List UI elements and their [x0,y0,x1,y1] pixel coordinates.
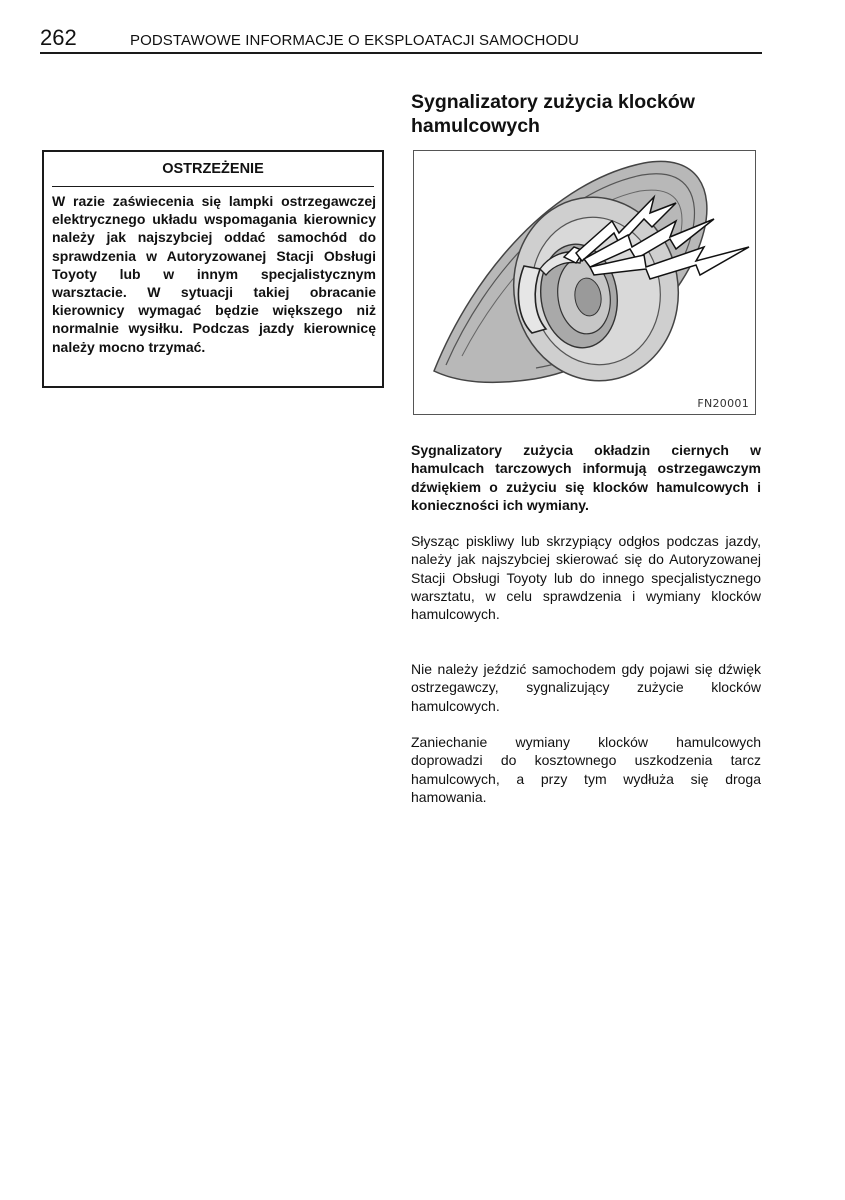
brake-disc-illustration [414,151,756,415]
paragraph: Zaniechanie wymiany klocków hamulcowych doprowadzi do kosztownego uszkodzenia tarcz hamulcowych, a przy tym wydłuża się droga hamowania. [411,734,761,805]
page-number: 262 [40,25,77,50]
warning-text: W razie zaświecenia się lampki ostrzegawczej elektrycznego układu wspomagania kierownicy należy jak najszybciej oddać samochód do sprawdzenia w Autoryzowanej Stacji Obsługi Toyoty lub w innym specjalistycznym warsztacie. W sytuacji takiej obracanie kierownicy wymagać będzie większego niż normalnie wysiłku. Podczas jazdy kierownicę należy mocno trzymać. [52,193,376,355]
paragraph: Nie należy jeździć samochodem gdy pojawi się dźwięk ostrzegawczy, sygnalizujący zużycie klocków hamulcowych. [411,661,761,714]
section-title: Sygnalizatory zużycia klocków hamulcowych [411,91,695,137]
page-header [40,26,762,54]
brake-wear-indicator-figure [413,150,756,415]
warning-divider [52,186,374,187]
warning-title: OSTRZEŻENIE [162,161,264,177]
running-title: PODSTAWOWE INFORMACJE O EKSPLOATACJI SAMOCHODU [130,32,580,49]
section-intro: Sygnalizatory zużycia okładzin ciernych w hamulcach tarczowych informują ostrzegawczym dźwiękiem o zużyciu się klocków hamulcowych i konieczności ich wymiany. [411,442,761,513]
paragraph: Słysząc piskliwy lub skrzypiący odgłos podczas jazdy, należy jak najszybciej skierować się do Autoryzowanej Stacji Obsługi Toyoty lub do innego specjalistycznego warsztatu, w celu sprawdzenia i wymiany klocków hamulcowych. [411,533,761,623]
warning-box [42,150,384,388]
figure-code: FN20001 [697,397,749,410]
